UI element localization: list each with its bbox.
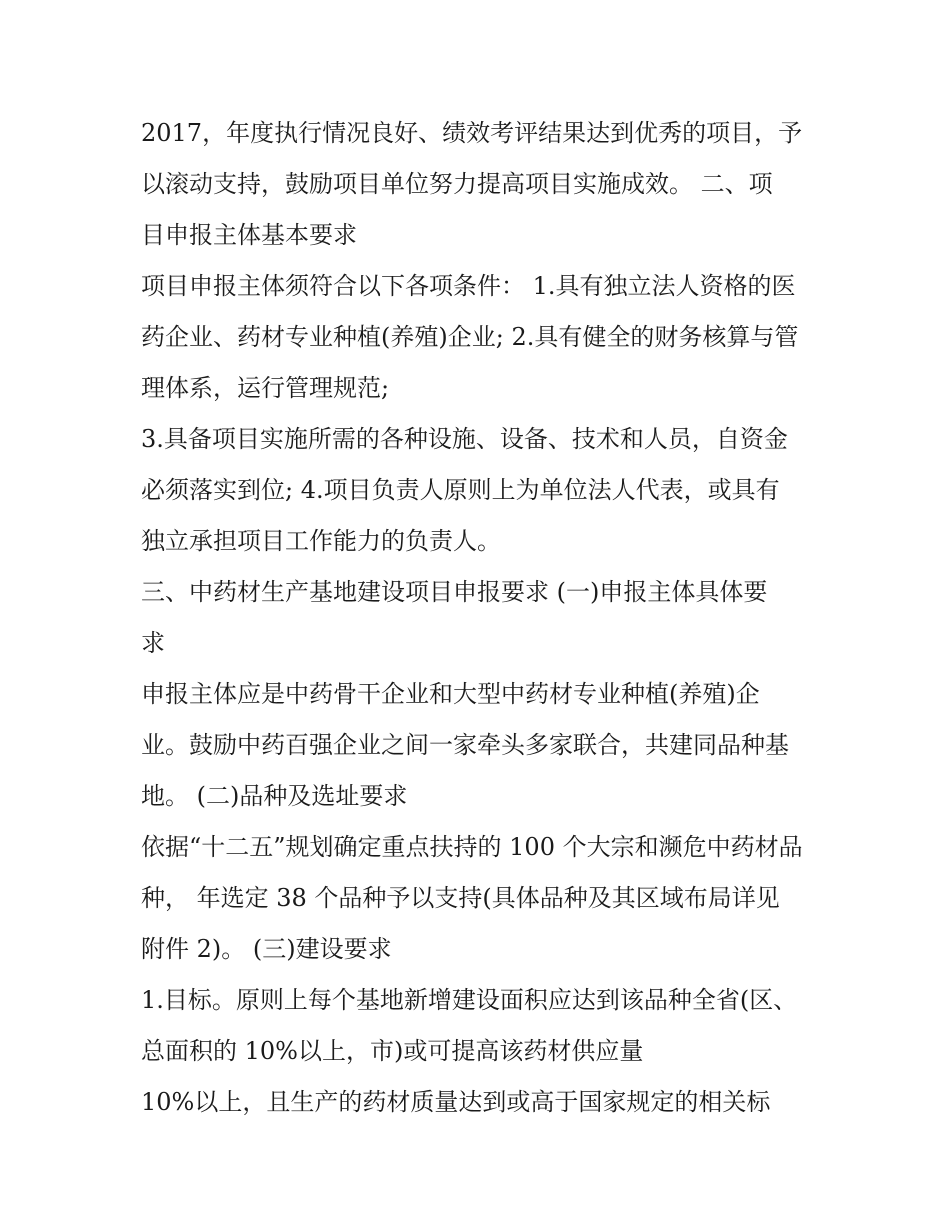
- text-line-13: 业。鼓励中药百强企业之间一家牵头多家联合，共建同品种基: [141, 731, 789, 759]
- text-line-19: 总面积的 10%以上，市)或可提高该药材供应量: [141, 1037, 644, 1065]
- text-line-12: 申报主体应是中药骨干企业和大型中药材专业种植(养殖)企: [141, 680, 760, 708]
- text-line-16: 种， 年选定 38 个品种予以支持(具体品种及其区域布局详见: [141, 884, 780, 912]
- text-line-8: 必须落实到位; 4.项目负责人原则上为单位法人代表，或具有: [141, 476, 780, 504]
- text-line-3: 目申报主体基本要求: [141, 221, 357, 249]
- text-line-17: 附件 2)。 (三)建设要求: [141, 935, 392, 963]
- text-line-9: 独立承担项目工作能力的负责人。: [141, 527, 501, 555]
- text-line-15: 依据“十二五”规划确定重点扶持的 100 个大宗和濒危中药材品: [141, 833, 803, 861]
- text-line-1: 2017，年度执行情况良好、绩效考评结果达到优秀的项目，予: [141, 119, 803, 147]
- text-line-7: 3.具备项目实施所需的各种设施、设备、技术和人员，自资金: [141, 425, 788, 453]
- text-line-18: 1.目标。原则上每个基地新增建设面积应达到该品种全省(区、: [141, 986, 798, 1014]
- document-body: [141, 108, 821, 1128]
- text-line-11: 求: [141, 629, 165, 657]
- text-line-5: 药企业、药材专业种植(养殖)企业; 2.具有健全的财务核算与管: [141, 323, 799, 351]
- text-line-10: 三、中药材生产基地建设项目申报要求 (一)申报主体具体要: [141, 578, 768, 606]
- text-line-6: 理体系，运行管理规范;: [141, 374, 390, 402]
- text-line-14: 地。 (二)品种及选址要求: [141, 782, 408, 810]
- text-line-20: 10%以上，且生产的药材质量达到或高于国家规定的相关标: [141, 1088, 771, 1116]
- text-line-4: 项目申报主体须符合以下各项条件： 1.具有独立法人资格的医: [141, 272, 796, 300]
- text-line-2: 以滚动支持，鼓励项目单位努力提高项目实施成效。 二、项: [141, 170, 773, 198]
